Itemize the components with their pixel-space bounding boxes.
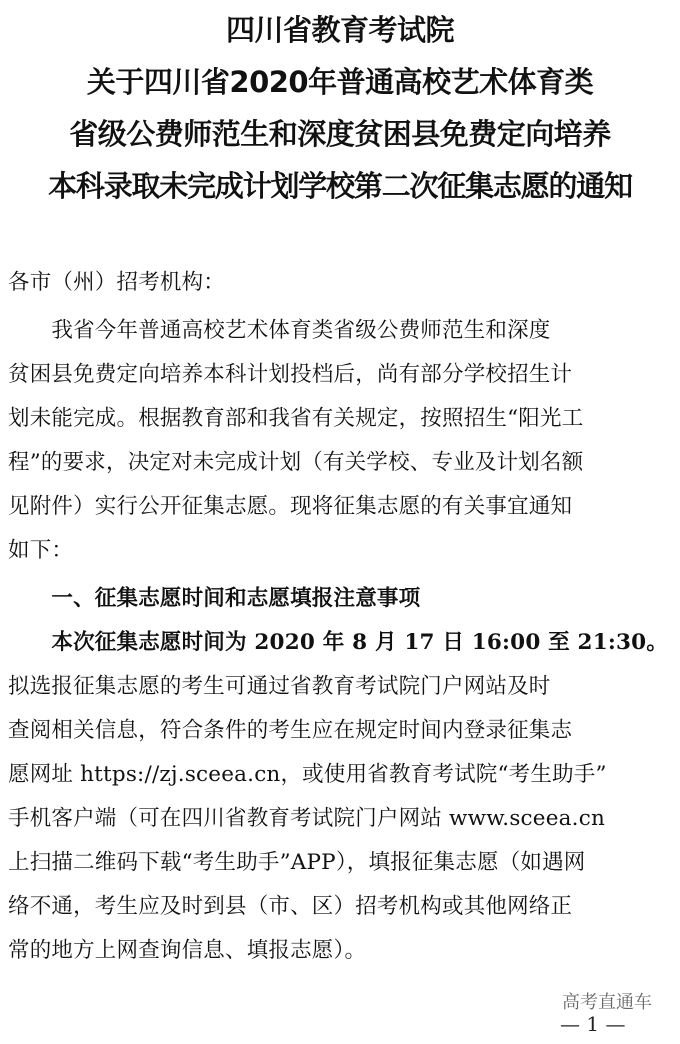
- paragraph-line: 如下：: [8, 538, 74, 563]
- salutation: 各市（州）招考机构：: [8, 270, 226, 295]
- paragraph-line: 见附件）实行公开征集志愿。现将征集志愿的有关事宜通知: [8, 494, 573, 519]
- notice-title-line-3: 本科录取未完成计划学校第二次征集志愿的通知: [48, 169, 632, 203]
- watermark: 高考直通车: [562, 992, 652, 1013]
- paragraph-line: 程”的要求，决定对未完成计划（有关学校、专业及计划名额: [8, 450, 584, 475]
- paragraph-line: 我省今年普通高校艺术体育类省级公费师范生和深度: [8, 318, 551, 343]
- paragraph-line: 划未能完成。根据教育部和我省有关规定，按照招生“阳光工: [8, 406, 584, 431]
- instruction-line: 常的地方上网查询信息、填报志愿）。: [8, 938, 367, 963]
- page-number: — 1 —: [560, 1012, 626, 1036]
- issuer-title: 四川省教育考试院: [225, 13, 454, 47]
- section-heading: 一、征集志愿时间和志愿填报注意事项: [8, 586, 421, 611]
- notice-title-line-1: 关于四川省2020年普通高校艺术体育类: [86, 65, 594, 99]
- notice-title-line-2: 省级公费师范生和深度贫困县免费定向培养: [69, 117, 611, 151]
- instruction-line: 愿网址 https://zj.sceea.cn，或使用省教育考试院“考生助手”: [8, 762, 607, 787]
- paragraph-line: 贫困县免费定向培养本科计划投档后，尚有部分学校招生计: [8, 362, 573, 387]
- instruction-line: 手机客户端（可在四川省教育考试院门户网站 www.sceea.cn: [8, 806, 605, 831]
- instruction-line: 拟选报征集志愿的考生可通过省教育考试院门户网站及时: [8, 674, 551, 699]
- instruction-line: 查阅相关信息，符合条件的考生应在规定时间内登录征集志: [8, 718, 573, 743]
- instruction-line: 络不通，考生应及时到县（市、区）招考机构或其他网络正: [8, 894, 573, 919]
- time-notice: 本次征集志愿时间为 2020 年 8 月 17 日 16:00 至 21:30。: [8, 630, 669, 655]
- instruction-line: 上扫描二维码下载“考生助手”APP），填报征集志愿（如遇网: [8, 850, 586, 875]
